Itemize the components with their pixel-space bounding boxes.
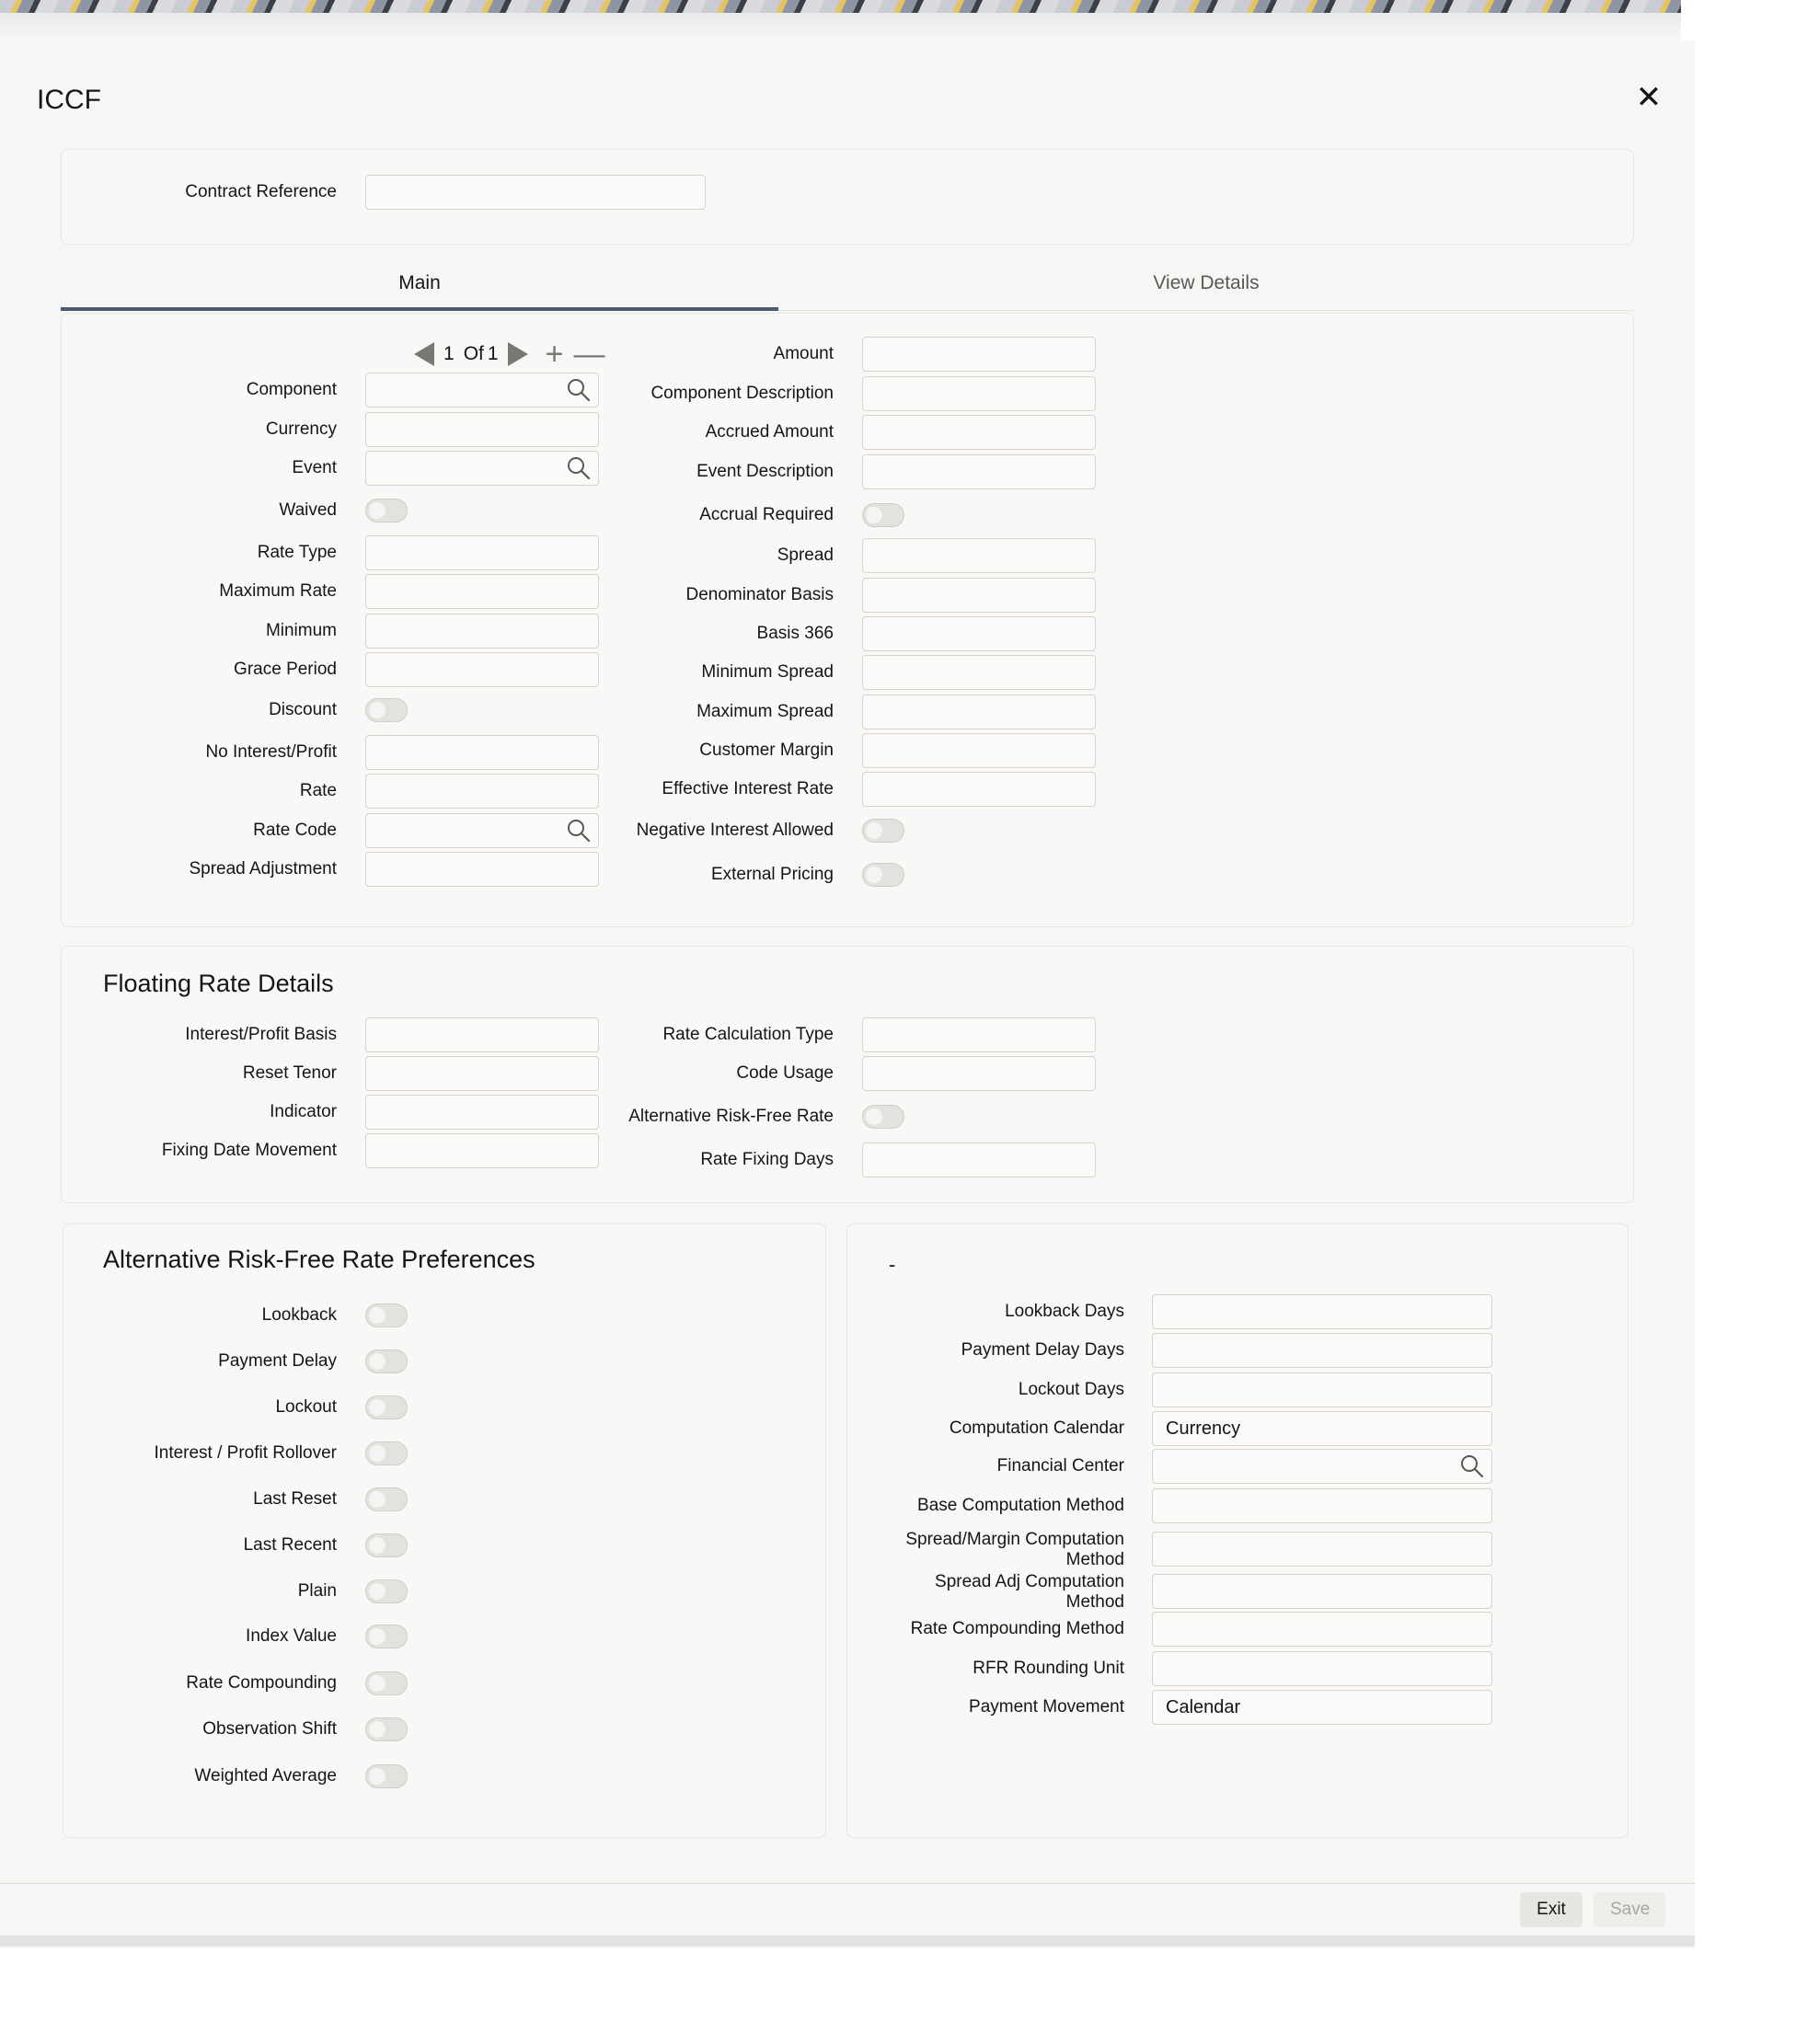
alternative-risk-free-rate-toggle[interactable]	[862, 1105, 904, 1129]
discount-label: Discount	[269, 700, 337, 719]
component-description-input[interactable]	[862, 376, 1096, 411]
spread-adjustment-label: Spread Adjustment	[189, 859, 337, 878]
accrued-amount-input[interactable]	[862, 415, 1096, 450]
weighted-average-label: Weighted Average	[194, 1766, 337, 1786]
financial-center-label: Financial Center	[996, 1456, 1124, 1476]
contract-reference-input[interactable]	[365, 175, 706, 210]
alternative-risk-free-rate-label: Alternative Risk-Free Rate	[628, 1107, 834, 1126]
footer-bar	[0, 1935, 1695, 1946]
effective-interest-rate-label: Effective Interest Rate	[662, 779, 834, 798]
event-label: Event	[292, 458, 337, 477]
next-icon[interactable]	[508, 342, 528, 366]
currency-label: Currency	[265, 419, 337, 439]
page-total: 1	[487, 343, 499, 364]
remove-icon[interactable]: —	[573, 337, 605, 372]
lookback-days-label: Lookback Days	[1005, 1302, 1124, 1321]
grace-period-label: Grace Period	[234, 660, 337, 679]
indicator-label: Indicator	[270, 1102, 337, 1121]
computation-calendar-input[interactable]	[1152, 1411, 1492, 1446]
rate-compounding-label: Rate Compounding	[186, 1673, 337, 1693]
top-banner	[0, 0, 1681, 13]
payment-delay-toggle[interactable]	[365, 1349, 408, 1373]
rate-compounding-toggle[interactable]	[365, 1671, 408, 1695]
customer-margin-input[interactable]	[862, 733, 1096, 768]
effective-interest-rate-input[interactable]	[862, 772, 1096, 807]
spread-adj-computation-method-label: Spread Adj Computation Method	[935, 1572, 1124, 1612]
footer-divider	[0, 1883, 1695, 1884]
spread-margin-computation-method-input[interactable]	[1152, 1532, 1492, 1567]
search-icon[interactable]	[1459, 1453, 1485, 1479]
maximum-spread-label: Maximum Spread	[696, 702, 834, 721]
fixing-date-movement-label: Fixing Date Movement	[161, 1141, 337, 1160]
payment-movement-label: Payment Movement	[969, 1697, 1124, 1717]
accrual-required-label: Accrual Required	[699, 505, 834, 524]
lookback-days-input[interactable]	[1152, 1294, 1492, 1329]
minimum-spread-input[interactable]	[862, 655, 1096, 690]
reset-tenor-label: Reset Tenor	[242, 1063, 337, 1083]
customer-margin-label: Customer Margin	[699, 741, 834, 760]
waived-toggle[interactable]	[365, 499, 408, 522]
negative-interest-allowed-toggle[interactable]	[862, 819, 904, 843]
denominator-basis-input[interactable]	[862, 578, 1096, 613]
basis-366-label: Basis 366	[756, 624, 834, 643]
arfr-details-heading: -	[889, 1253, 896, 1276]
maximum-rate-label: Maximum Rate	[219, 581, 337, 601]
add-icon[interactable]: +	[545, 337, 564, 372]
page-of: Of	[463, 343, 484, 364]
interest-profit-basis-label: Interest/Profit Basis	[185, 1025, 337, 1044]
computation-calendar-label: Computation Calendar	[949, 1418, 1124, 1438]
interest-profit-rollover-toggle[interactable]	[365, 1441, 408, 1465]
payment-delay-days-input[interactable]	[1152, 1333, 1492, 1368]
rate-fixing-days-label: Rate Fixing Days	[700, 1150, 834, 1169]
discount-toggle[interactable]	[365, 698, 408, 722]
basis-366-input[interactable]	[862, 616, 1096, 651]
active-tab-indicator	[61, 307, 778, 311]
observation-shift-toggle[interactable]	[365, 1717, 408, 1741]
previous-icon[interactable]	[414, 342, 434, 366]
lockout-label: Lockout	[275, 1397, 337, 1417]
lockout-toggle[interactable]	[365, 1395, 408, 1419]
rate-calculation-type-input[interactable]	[862, 1017, 1096, 1052]
component-description-label: Component Description	[650, 384, 834, 403]
close-icon[interactable]: ✕	[1635, 80, 1663, 115]
lookback-label: Lookback	[261, 1305, 337, 1325]
lockout-days-input[interactable]	[1152, 1372, 1492, 1407]
plain-toggle[interactable]	[365, 1579, 408, 1603]
minimum-label: Minimum	[265, 621, 337, 640]
payment-delay-label: Payment Delay	[218, 1351, 337, 1371]
rate-calculation-type-label: Rate Calculation Type	[662, 1025, 834, 1044]
last-recent-label: Last Recent	[243, 1535, 337, 1555]
financial-center-input[interactable]	[1152, 1449, 1492, 1484]
accrued-amount-label: Accrued Amount	[705, 422, 834, 442]
external-pricing-toggle[interactable]	[862, 863, 904, 887]
code-usage-input[interactable]	[862, 1056, 1096, 1091]
accrual-required-toggle[interactable]	[862, 503, 904, 527]
amount-input[interactable]	[862, 337, 1096, 372]
page-current: 1	[443, 343, 455, 364]
lookback-toggle[interactable]	[365, 1303, 408, 1327]
rate-compounding-method-input[interactable]	[1152, 1612, 1492, 1647]
payment-movement-input[interactable]	[1152, 1690, 1492, 1725]
rate-type-label: Rate Type	[257, 543, 337, 562]
rate-fixing-days-input[interactable]	[862, 1143, 1096, 1177]
spread-label: Spread	[777, 545, 834, 565]
last-recent-toggle[interactable]	[365, 1533, 408, 1557]
observation-shift-label: Observation Shift	[202, 1719, 337, 1739]
tab-view-details[interactable]: View Details	[1153, 272, 1260, 293]
external-pricing-label: External Pricing	[710, 865, 834, 884]
rfr-rounding-unit-input[interactable]	[1152, 1651, 1492, 1686]
component-label: Component	[246, 380, 337, 399]
negative-interest-allowed-label: Negative Interest Allowed	[636, 821, 834, 840]
exit-button[interactable]: Exit	[1520, 1892, 1583, 1927]
plain-label: Plain	[297, 1581, 337, 1601]
rate-code-label: Rate Code	[253, 821, 337, 840]
last-reset-label: Last Reset	[253, 1489, 337, 1509]
event-description-input[interactable]	[862, 454, 1096, 489]
index-value-toggle[interactable]	[365, 1625, 408, 1648]
denominator-basis-label: Denominator Basis	[685, 585, 834, 604]
rate-label: Rate	[299, 781, 337, 800]
minimum-spread-label: Minimum Spread	[701, 662, 834, 682]
rfr-rounding-unit-label: RFR Rounding Unit	[973, 1659, 1124, 1678]
spread-margin-computation-method-label: Spread/Margin Computation Method	[905, 1530, 1124, 1569]
tab-main[interactable]: Main	[398, 272, 441, 293]
contract-reference-label: Contract Reference	[185, 182, 337, 201]
maximum-spread-input[interactable]	[862, 695, 1096, 729]
spread-input[interactable]	[862, 538, 1096, 573]
last-reset-toggle[interactable]	[365, 1487, 408, 1511]
rate-compounding-method-label: Rate Compounding Method	[910, 1619, 1124, 1638]
arfr-preferences-title: Alternative Risk-Free Rate Preferences	[103, 1246, 535, 1273]
save-button[interactable]: Save	[1594, 1892, 1665, 1927]
amount-label: Amount	[773, 344, 834, 363]
spread-adj-computation-method-input[interactable]	[1152, 1574, 1492, 1609]
floating-rate-title: Floating Rate Details	[103, 970, 334, 997]
event-description-label: Event Description	[696, 462, 834, 481]
top-banner-fade	[0, 13, 1681, 40]
interest-profit-rollover-label: Interest / Profit Rollover	[154, 1443, 337, 1463]
lockout-days-label: Lockout Days	[1018, 1380, 1124, 1399]
no-interest-profit-label: No Interest/Profit	[205, 742, 337, 762]
payment-delay-days-label: Payment Delay Days	[961, 1340, 1124, 1360]
code-usage-label: Code Usage	[736, 1063, 834, 1083]
weighted-average-toggle[interactable]	[365, 1764, 408, 1788]
base-computation-method-label: Base Computation Method	[917, 1496, 1124, 1515]
base-computation-method-input[interactable]	[1152, 1488, 1492, 1523]
waived-label: Waived	[279, 500, 337, 520]
index-value-label: Index Value	[246, 1626, 337, 1646]
dialog-title: ICCF	[37, 85, 101, 115]
